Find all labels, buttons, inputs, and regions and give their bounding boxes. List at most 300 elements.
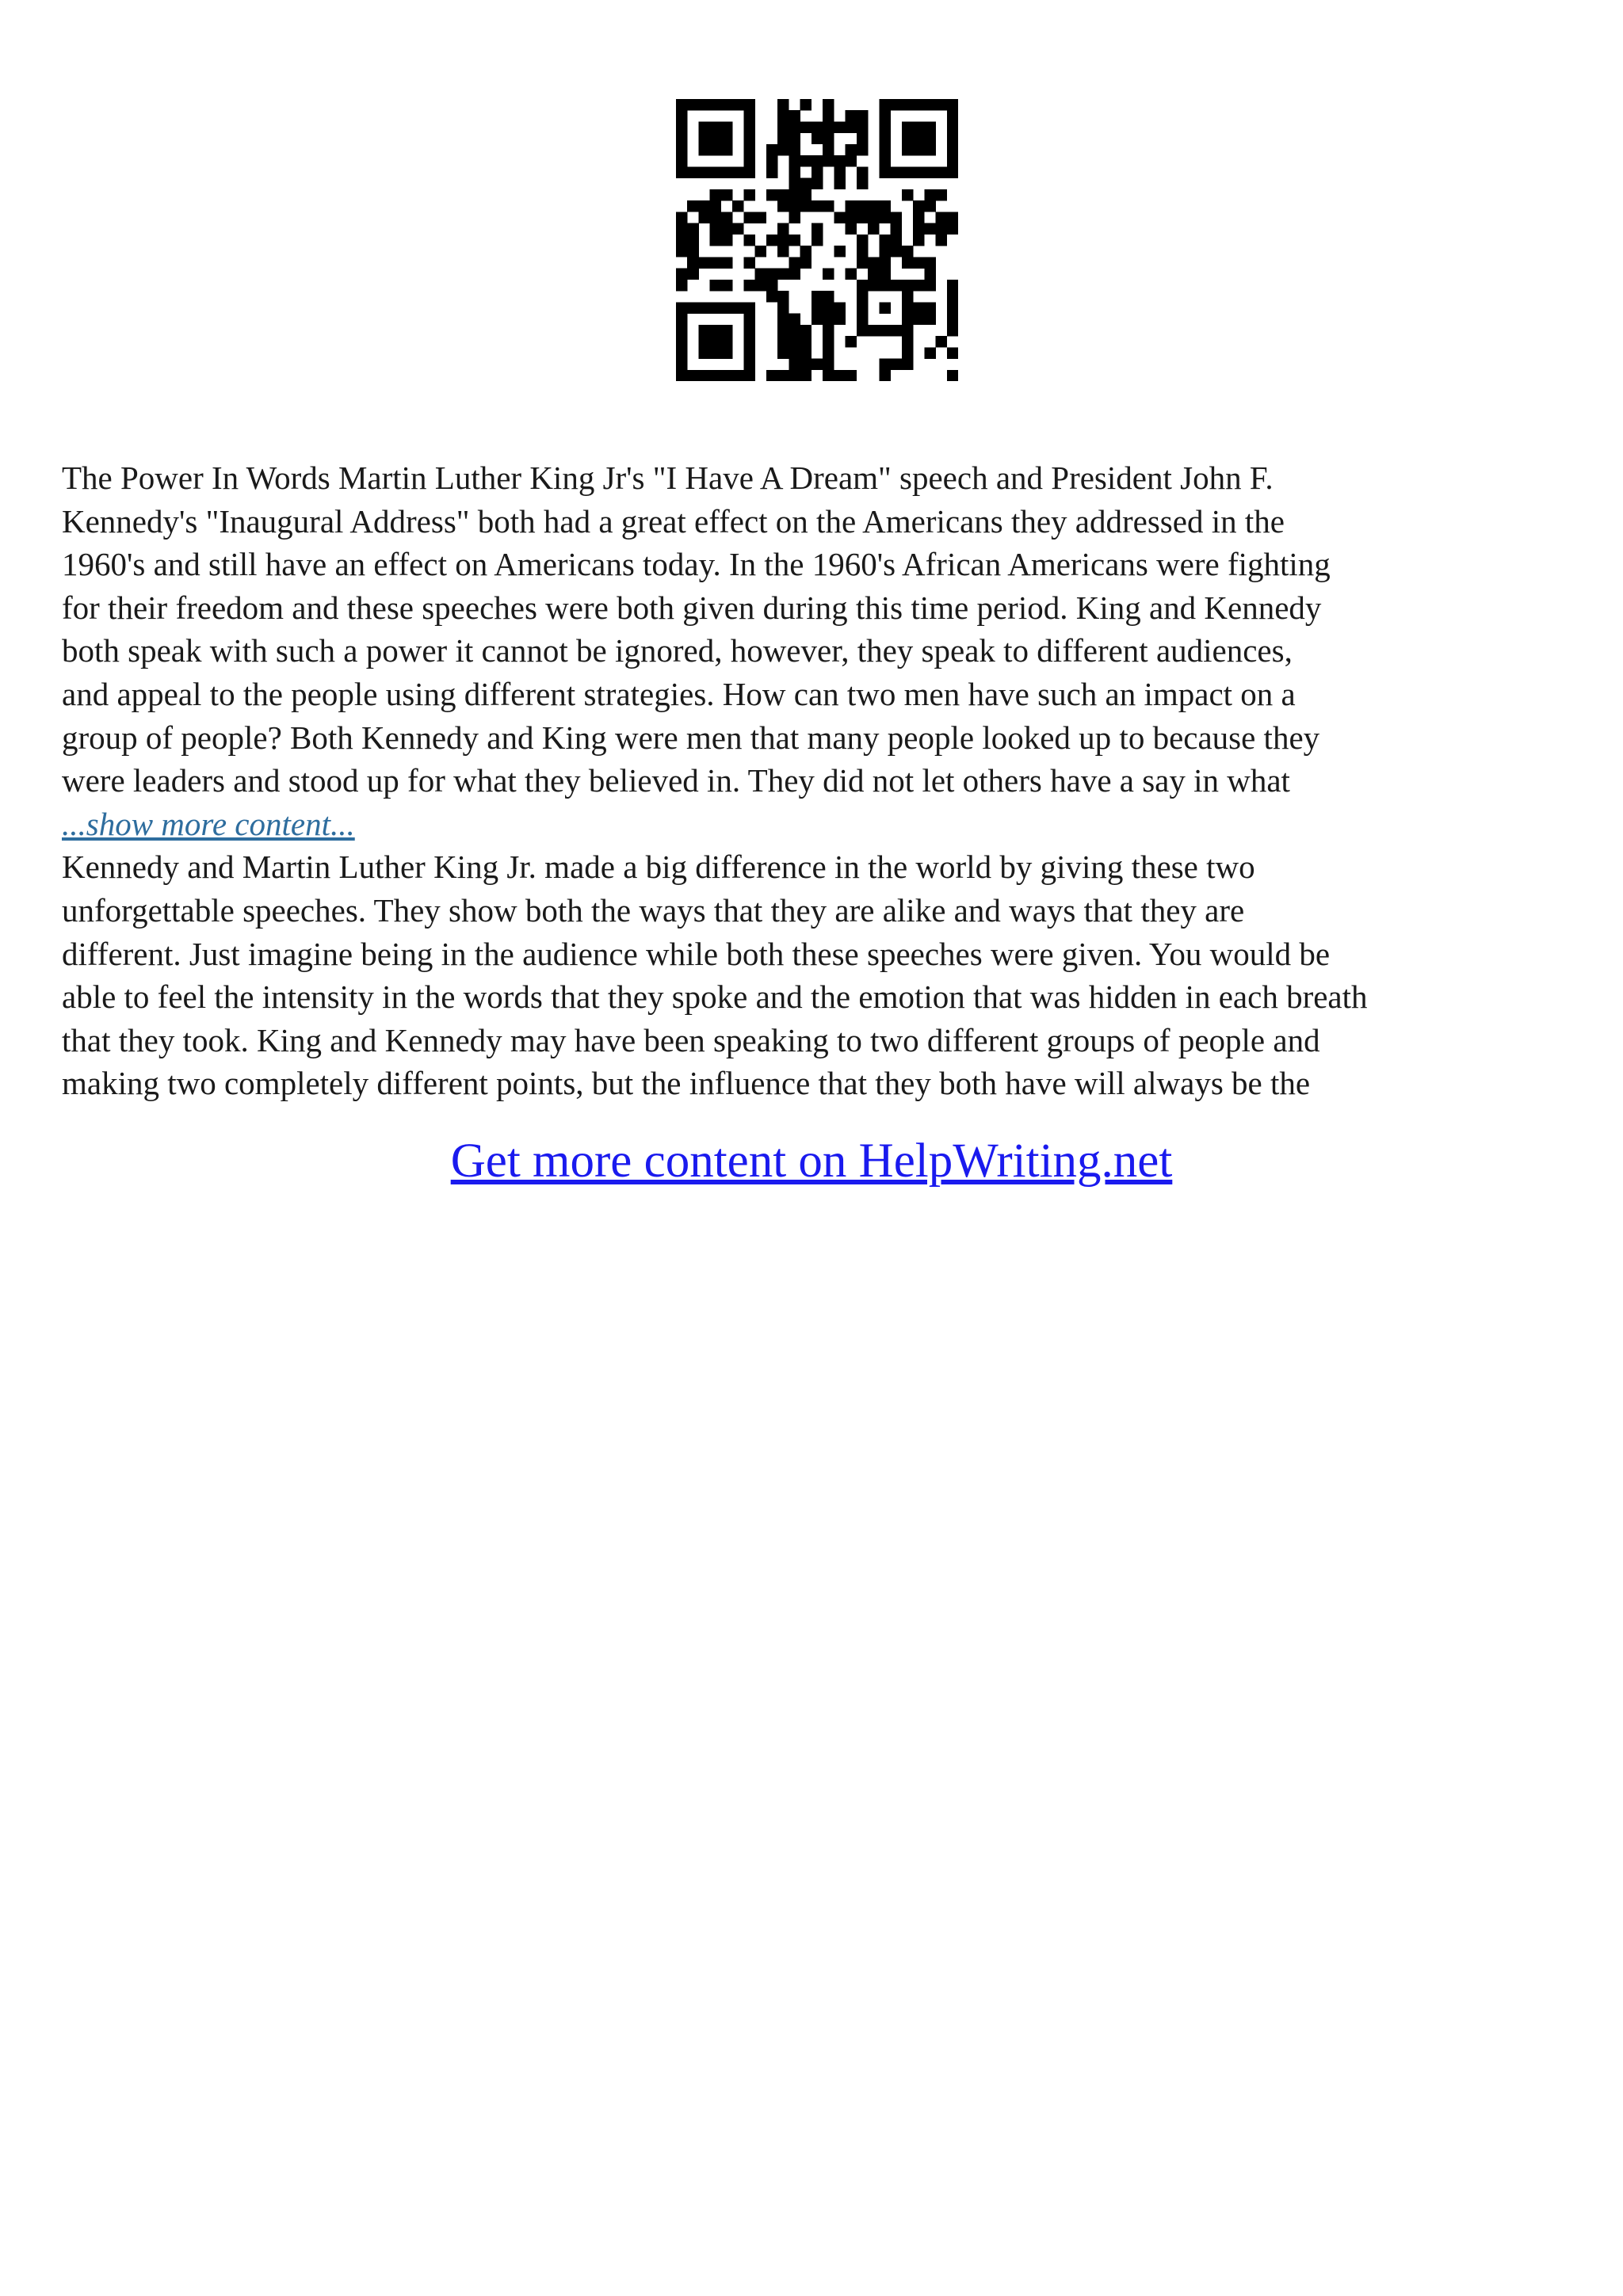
qr-module — [879, 99, 891, 111]
qr-module — [812, 200, 823, 212]
qr-module — [676, 99, 688, 111]
qr-module — [936, 336, 948, 348]
qr-module — [812, 166, 823, 178]
qr-module — [743, 235, 755, 246]
qr-module — [710, 144, 722, 156]
qr-module — [947, 99, 958, 111]
qr-module — [913, 223, 925, 235]
qr-module — [687, 246, 699, 257]
qr-module — [766, 291, 778, 303]
get-more-content-link[interactable]: Get more content on HelpWriting.net — [450, 1135, 1173, 1188]
qr-module — [947, 133, 958, 145]
qr-module — [743, 370, 755, 381]
qr-module — [676, 359, 688, 371]
qr-module — [766, 370, 778, 381]
qr-module — [936, 212, 948, 223]
qr-module — [857, 257, 869, 269]
text-line: group of people? Both Kennedy and King were men that many people looked up to because they — [62, 719, 1320, 756]
qr-module — [766, 166, 778, 178]
qr-module — [834, 178, 846, 190]
qr-module — [789, 212, 800, 223]
qr-module — [924, 200, 936, 212]
qr-module — [868, 257, 880, 269]
qr-module — [947, 302, 958, 314]
qr-module — [676, 144, 688, 156]
qr-code-icon — [676, 99, 958, 381]
qr-module — [710, 336, 722, 348]
qr-module — [857, 121, 869, 133]
qr-module — [812, 302, 823, 314]
qr-module — [789, 257, 800, 269]
qr-module — [721, 212, 733, 223]
qr-module — [789, 133, 800, 145]
text-line: unforgettable speeches. They show both the ways that they are alike and ways that they are — [62, 891, 1245, 929]
qr-module — [755, 246, 767, 257]
qr-module — [777, 370, 789, 381]
qr-module — [710, 189, 722, 201]
qr-module — [947, 291, 958, 303]
qr-module — [800, 359, 812, 371]
qr-module — [777, 325, 789, 337]
qr-module — [823, 314, 834, 326]
qr-module — [902, 189, 914, 201]
qr-module — [936, 166, 948, 178]
qr-module — [732, 200, 744, 212]
qr-module — [698, 166, 710, 178]
qr-module — [846, 269, 857, 280]
qr-module — [743, 133, 755, 145]
qr-module — [879, 155, 891, 167]
qr-module — [891, 325, 903, 337]
qr-module — [777, 235, 789, 246]
qr-module — [902, 280, 914, 292]
qr-module — [698, 144, 710, 156]
qr-module — [777, 291, 789, 303]
qr-module — [812, 314, 823, 326]
qr-module — [766, 155, 778, 167]
qr-module — [710, 133, 722, 145]
qr-module — [823, 269, 834, 280]
qr-module — [834, 212, 846, 223]
text-line: making two completely different points, but the influence that they both have will always be the — [62, 1065, 1311, 1102]
qr-module — [823, 99, 834, 111]
qr-module — [710, 166, 722, 178]
qr-module — [879, 166, 891, 178]
qr-module — [857, 291, 869, 303]
qr-module — [800, 189, 812, 201]
qr-module — [823, 110, 834, 122]
qr-module — [879, 302, 891, 314]
text-line: The Power In Words Martin Luther King Jr's "I Have A Dream" speech and President John F. — [62, 460, 1274, 496]
qr-module — [857, 110, 869, 122]
qr-module — [823, 155, 834, 167]
text-line: different. Just imagine being in the audience while both these speeches were given. You would be — [62, 935, 1331, 972]
qr-module — [812, 121, 823, 133]
qr-module — [947, 166, 958, 178]
qr-module — [687, 166, 699, 178]
qr-module — [687, 370, 699, 381]
qr-module — [777, 110, 789, 122]
text-line: were leaders and stood up for what they believed in. They did not let others have a say in what — [62, 762, 1290, 799]
qr-module — [800, 200, 812, 212]
qr-module — [721, 302, 733, 314]
qr-module — [857, 314, 869, 326]
qr-module — [800, 178, 812, 190]
qr-module — [777, 200, 789, 212]
qr-module — [812, 155, 823, 167]
qr-module — [777, 314, 789, 326]
qr-module — [913, 212, 925, 223]
text-line: for their freedom and these speeches were both given during this time period. King and Kennedy — [62, 589, 1322, 626]
qr-module — [710, 200, 722, 212]
qr-module — [789, 269, 800, 280]
qr-module — [755, 269, 767, 280]
qr-module — [789, 121, 800, 133]
qr-module — [812, 359, 823, 371]
qr-module — [755, 280, 767, 292]
qr-module — [676, 347, 688, 359]
qr-module — [789, 166, 800, 178]
show-more-link[interactable]: ...show more content... — [62, 805, 355, 842]
qr-module — [823, 302, 834, 314]
qr-module — [710, 302, 722, 314]
qr-module — [846, 336, 857, 348]
qr-module — [777, 133, 789, 145]
qr-module — [891, 223, 903, 235]
qr-module — [891, 235, 903, 246]
qr-module — [710, 212, 722, 223]
qr-module — [823, 133, 834, 145]
qr-module — [913, 280, 925, 292]
text-line: both speak with such a power it cannot be ignored, however, they speak to different audiences, — [62, 632, 1293, 669]
qr-module — [676, 314, 688, 326]
qr-module — [800, 121, 812, 133]
qr-module — [812, 133, 823, 145]
qr-module — [743, 110, 755, 122]
qr-module — [789, 359, 800, 371]
qr-module — [698, 200, 710, 212]
qr-module — [924, 144, 936, 156]
qr-module — [777, 121, 789, 133]
qr-module — [902, 302, 914, 314]
qr-module — [902, 325, 914, 337]
qr-module — [891, 359, 903, 371]
qr-module — [676, 133, 688, 145]
qr-module — [947, 314, 958, 326]
qr-module — [721, 223, 733, 235]
qr-module — [732, 99, 744, 111]
qr-module — [777, 336, 789, 348]
qr-module — [857, 144, 869, 156]
qr-module — [777, 99, 789, 111]
qr-module — [698, 133, 710, 145]
qr-module — [902, 257, 914, 269]
qr-module — [924, 121, 936, 133]
qr-module — [721, 336, 733, 348]
qr-module — [924, 257, 936, 269]
qr-module — [743, 347, 755, 359]
qr-module — [823, 370, 834, 381]
qr-module — [800, 155, 812, 167]
qr-module — [823, 347, 834, 359]
qr-code — [676, 99, 958, 381]
qr-module — [947, 347, 958, 359]
qr-module — [846, 121, 857, 133]
qr-module — [687, 257, 699, 269]
qr-module — [743, 359, 755, 371]
qr-module — [846, 110, 857, 122]
qr-module — [676, 246, 688, 257]
qr-module — [879, 246, 891, 257]
qr-module — [721, 325, 733, 337]
qr-module — [846, 223, 857, 235]
qr-module — [947, 280, 958, 292]
qr-module — [834, 121, 846, 133]
qr-module — [698, 347, 710, 359]
qr-module — [766, 280, 778, 292]
qr-module — [698, 257, 710, 269]
qr-module — [710, 347, 722, 359]
qr-module — [777, 302, 789, 314]
qr-module — [676, 280, 688, 292]
qr-module — [902, 314, 914, 326]
qr-module — [721, 121, 733, 133]
qr-module — [789, 235, 800, 246]
qr-module — [902, 133, 914, 145]
qr-module — [902, 359, 914, 371]
qr-module — [732, 223, 744, 235]
qr-module — [789, 347, 800, 359]
qr-module — [789, 144, 800, 156]
qr-module — [857, 325, 869, 337]
qr-module — [857, 212, 869, 223]
qr-module — [698, 370, 710, 381]
qr-module — [947, 370, 958, 381]
qr-module — [868, 200, 880, 212]
qr-module — [721, 257, 733, 269]
qr-module — [812, 291, 823, 303]
qr-module — [777, 144, 789, 156]
qr-module — [936, 189, 948, 201]
qr-module — [857, 133, 869, 145]
qr-module — [924, 314, 936, 326]
qr-module — [868, 325, 880, 337]
qr-module — [857, 246, 869, 257]
qr-module — [710, 121, 722, 133]
qr-module — [924, 99, 936, 111]
qr-module — [732, 302, 744, 314]
qr-module — [834, 370, 846, 381]
qr-module — [800, 370, 812, 381]
qr-module — [721, 280, 733, 292]
qr-module — [913, 121, 925, 133]
qr-module — [936, 223, 948, 235]
text-line: Kennedy's "Inaugural Address" both had a great effect on the Americans they addressed in the — [62, 502, 1285, 540]
qr-module — [721, 370, 733, 381]
qr-module — [789, 200, 800, 212]
qr-module — [924, 189, 936, 201]
qr-module — [902, 291, 914, 303]
qr-module — [687, 269, 699, 280]
qr-module — [857, 302, 869, 314]
qr-module — [766, 235, 778, 246]
qr-module — [721, 99, 733, 111]
qr-module — [789, 336, 800, 348]
qr-module — [834, 314, 846, 326]
qr-module — [857, 235, 869, 246]
qr-module — [947, 223, 958, 235]
qr-module — [800, 325, 812, 337]
qr-module — [743, 121, 755, 133]
qr-module — [743, 144, 755, 156]
qr-module — [913, 166, 925, 178]
qr-module — [823, 144, 834, 156]
qr-module — [698, 121, 710, 133]
qr-module — [879, 200, 891, 212]
qr-module — [936, 235, 948, 246]
qr-module — [857, 166, 869, 178]
qr-module — [676, 223, 688, 235]
qr-module — [834, 166, 846, 178]
qr-module — [891, 166, 903, 178]
qr-module — [879, 121, 891, 133]
qr-module — [743, 99, 755, 111]
qr-module — [789, 314, 800, 326]
qr-module — [902, 121, 914, 133]
qr-module — [868, 223, 880, 235]
qr-module — [902, 144, 914, 156]
qr-module — [800, 99, 812, 111]
qr-module — [879, 133, 891, 145]
qr-module — [924, 223, 936, 235]
qr-module — [743, 212, 755, 223]
qr-module — [777, 246, 789, 257]
qr-module — [913, 302, 925, 314]
qr-module — [676, 336, 688, 348]
qr-module — [732, 166, 744, 178]
qr-module — [687, 235, 699, 246]
qr-module — [913, 133, 925, 145]
qr-module — [721, 347, 733, 359]
qr-module — [710, 280, 722, 292]
qr-module — [913, 235, 925, 246]
qr-module — [698, 99, 710, 111]
qr-module — [800, 336, 812, 348]
qr-module — [732, 370, 744, 381]
qr-module — [924, 302, 936, 314]
qr-module — [879, 359, 891, 371]
qr-module — [902, 347, 914, 359]
qr-module — [721, 235, 733, 246]
qr-module — [823, 121, 834, 133]
qr-module — [789, 110, 800, 122]
qr-module — [879, 257, 891, 269]
qr-module — [676, 166, 688, 178]
text-line: Kennedy and Martin Luther King Jr. made a big difference in the world by giving these two — [62, 849, 1255, 886]
qr-module — [777, 269, 789, 280]
qr-module — [721, 144, 733, 156]
qr-module — [947, 121, 958, 133]
qr-module — [834, 155, 846, 167]
qr-module — [698, 325, 710, 337]
qr-module — [947, 144, 958, 156]
qr-module — [698, 212, 710, 223]
qr-module — [676, 121, 688, 133]
qr-module — [710, 99, 722, 111]
qr-module — [913, 314, 925, 326]
qr-module — [743, 314, 755, 326]
qr-module — [868, 212, 880, 223]
qr-module — [846, 155, 857, 167]
qr-module — [879, 235, 891, 246]
qr-module — [891, 280, 903, 292]
qr-module — [823, 291, 834, 303]
qr-module — [777, 347, 789, 359]
qr-module — [789, 155, 800, 167]
qr-module — [743, 302, 755, 314]
paragraph-conclusion — [62, 845, 1568, 1105]
qr-module — [857, 178, 869, 190]
qr-module — [947, 110, 958, 122]
qr-module — [947, 155, 958, 167]
qr-module — [879, 325, 891, 337]
qr-module — [879, 212, 891, 223]
text-line: 1960's and still have an effect on Americans today. In the 1960's African Americans were fighting — [62, 546, 1331, 583]
qr-module — [687, 302, 699, 314]
qr-module — [947, 212, 958, 223]
qr-module — [721, 189, 733, 201]
qr-module — [800, 257, 812, 269]
qr-module — [710, 257, 722, 269]
qr-module — [812, 235, 823, 246]
qr-module — [789, 370, 800, 381]
qr-module — [868, 280, 880, 292]
qr-module — [710, 235, 722, 246]
qr-module — [800, 246, 812, 257]
qr-module — [710, 370, 722, 381]
qr-module — [743, 155, 755, 167]
qr-module — [812, 223, 823, 235]
text-line: able to feel the intensity in the words that they spoke and the emotion that was hidden in each breath — [62, 978, 1368, 1016]
qr-module — [823, 325, 834, 337]
qr-module — [834, 302, 846, 314]
qr-module — [755, 212, 767, 223]
qr-module — [857, 200, 869, 212]
qr-module — [902, 246, 914, 257]
qr-module — [846, 212, 857, 223]
qr-module — [902, 336, 914, 348]
qr-module — [721, 133, 733, 145]
qr-module — [721, 166, 733, 178]
qr-module — [823, 359, 834, 371]
qr-module — [743, 336, 755, 348]
qr-module — [868, 269, 880, 280]
qr-module — [789, 178, 800, 190]
paragraph-intro — [62, 456, 1568, 803]
qr-module — [676, 110, 688, 122]
qr-module — [766, 144, 778, 156]
qr-module — [800, 347, 812, 359]
qr-module — [913, 257, 925, 269]
qr-module — [924, 166, 936, 178]
qr-module — [913, 144, 925, 156]
qr-module — [687, 99, 699, 111]
qr-module — [879, 269, 891, 280]
qr-module — [913, 200, 925, 212]
qr-module — [766, 269, 778, 280]
qr-module — [902, 166, 914, 178]
qr-module — [687, 200, 699, 212]
